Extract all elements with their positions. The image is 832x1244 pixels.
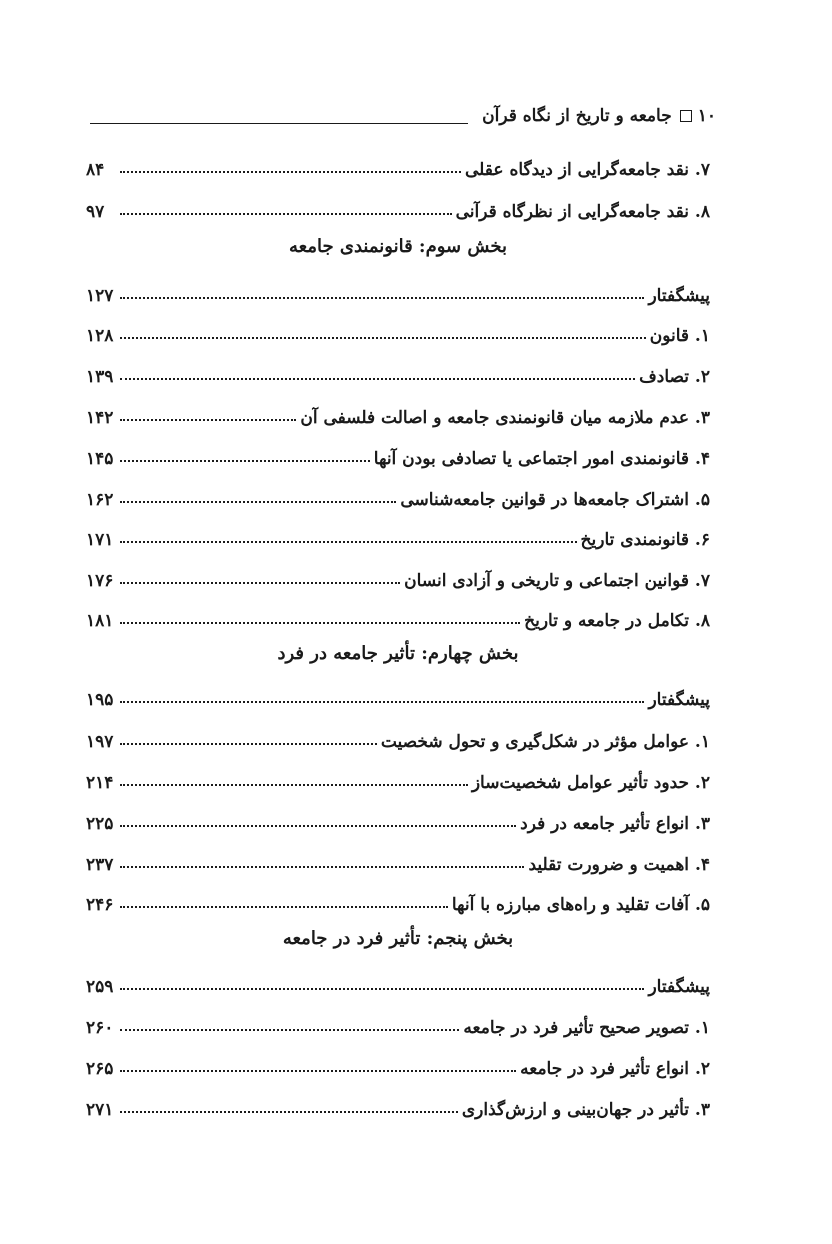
- dot-leader: [120, 501, 396, 503]
- toc-entry-title: پیشگفتار: [648, 286, 710, 306]
- header-rule: [90, 123, 468, 124]
- dot-leader: [120, 541, 577, 543]
- toc-entry[interactable]: [86, 845, 710, 875]
- toc-entry-title: ۷. قوانین اجتماعی و تاریخی و آزادی انسان: [404, 571, 710, 591]
- toc-entry[interactable]: [86, 357, 710, 387]
- dot-leader: [120, 582, 400, 584]
- toc-entry-title: پیشگفتار: [648, 977, 710, 997]
- toc-entry-page: ۱۷۱: [86, 530, 114, 550]
- section-heading: بخش چهارم: تأثیر جامعه در فرد: [277, 643, 519, 664]
- toc-entry-title: ۸. تکامل در جامعه و تاریخ: [524, 611, 710, 631]
- toc-entry[interactable]: [86, 680, 710, 710]
- toc-entry-title: ۷. نقد جامعه‌گرایی از دیدگاه عقلی: [465, 160, 710, 180]
- toc-entry[interactable]: [86, 150, 710, 180]
- toc-entry-page: ۱۸۱: [86, 611, 114, 631]
- toc-entry-title: ۳. انواع تأثیر جامعه در فرد: [520, 814, 710, 834]
- toc-entry-page: ۲۲۵: [86, 814, 114, 834]
- dot-leader: [120, 1070, 516, 1072]
- toc-entry-title: ۳. تأثیر در جهان‌بینی و ارزش‌گذاری: [461, 1100, 710, 1120]
- dot-leader: [120, 337, 646, 339]
- dot-leader: [120, 1111, 458, 1113]
- toc-entry-title: ۱. تصویر صحیح تأثیر فرد در جامعه: [463, 1018, 710, 1038]
- dot-leader: [120, 378, 635, 380]
- toc-entry[interactable]: [86, 398, 710, 428]
- toc-entry-page: ۱۴۲: [86, 408, 114, 428]
- running-header: [90, 103, 716, 129]
- header-book-title: جامعه و تاریخ از نگاه قرآن: [482, 106, 672, 126]
- toc-entry-page: ۲۷۱: [86, 1100, 114, 1120]
- toc-entry-title: ۲. تصادف: [639, 367, 710, 387]
- toc-entry[interactable]: [86, 763, 710, 793]
- dot-leader: [120, 171, 461, 173]
- toc-entry-title: ۶. قانونمندی تاریخ: [580, 530, 710, 550]
- toc-entry[interactable]: [86, 1049, 710, 1079]
- dot-leader: [120, 419, 296, 421]
- dot-leader: [120, 988, 644, 990]
- toc-entry-title: ۸. نقد جامعه‌گرایی از نظرگاه قرآنی: [455, 202, 710, 222]
- toc-entry-page: ۱۹۷: [86, 732, 114, 752]
- toc-entry[interactable]: [86, 480, 710, 510]
- toc-entry-page: ۱۶۲: [86, 490, 114, 510]
- toc-entry[interactable]: [86, 316, 710, 346]
- toc-entry-title: ۵. آفات تقلید و راه‌های مبارزه با آنها: [451, 895, 710, 915]
- toc-entry-page: ۱۲۸: [86, 326, 114, 346]
- toc-entry-page: ۲۴۶: [86, 895, 114, 915]
- toc-entry[interactable]: [86, 885, 710, 915]
- toc-entry-title: ۴. اهمیت و ضرورت تقلید: [528, 855, 710, 875]
- toc-entry[interactable]: [86, 192, 710, 222]
- dot-leader: [120, 213, 452, 215]
- toc-entry-page: ۲۶۰: [86, 1018, 114, 1038]
- dot-leader: [120, 1029, 459, 1031]
- toc-entry[interactable]: [86, 439, 710, 469]
- dot-leader: [120, 701, 644, 703]
- toc-entry-page: ۲۶۵: [86, 1059, 114, 1079]
- toc-entry-page: ۱۹۵: [86, 690, 114, 710]
- toc-entry[interactable]: [86, 561, 710, 591]
- toc-entry-page: ۱۷۶: [86, 571, 114, 591]
- dot-leader: [120, 784, 468, 786]
- toc-entry-page: ۱۴۵: [86, 449, 114, 469]
- toc-entry-page: ۱۳۹: [86, 367, 114, 387]
- toc-entry[interactable]: [86, 1090, 710, 1120]
- toc-entry-title: ۱. قانون: [649, 326, 710, 346]
- dot-leader: [120, 622, 520, 624]
- toc-entry-title: پیشگفتار: [648, 690, 710, 710]
- toc-entry[interactable]: [86, 722, 710, 752]
- square-separator-icon: [680, 110, 692, 122]
- toc-entry-title: ۲. انواع تأثیر فرد در جامعه: [520, 1059, 710, 1079]
- toc-entry-title: ۱. عوامل مؤثر در شکل‌گیری و تحول شخصیت: [380, 732, 710, 752]
- section-heading: بخش سوم: قانونمندی جامعه: [289, 236, 507, 257]
- dot-leader: [120, 460, 370, 462]
- dot-leader: [120, 297, 644, 299]
- toc-entry-page: ۲۱۴: [86, 773, 114, 793]
- dot-leader: [120, 906, 448, 908]
- dot-leader: [120, 866, 524, 868]
- toc-entry[interactable]: [86, 1008, 710, 1038]
- toc-entry-title: ۵. اشتراک جامعه‌ها در قوانین جامعه‌شناسی: [400, 490, 710, 510]
- toc-entry[interactable]: [86, 276, 710, 306]
- toc-entry-title: ۲. حدود تأثیر عوامل شخصیت‌ساز: [471, 773, 710, 793]
- toc-entry-page: ۲۳۷: [86, 855, 114, 875]
- toc-entry-page: ۸۴: [86, 160, 105, 180]
- section-heading: بخش پنجم: تأثیر فرد در جامعه: [282, 928, 514, 949]
- toc-entry-page: ۲۵۹: [86, 977, 114, 997]
- toc-entry-page: ۹۷: [86, 202, 105, 222]
- toc-entry[interactable]: [86, 804, 710, 834]
- dot-leader: [120, 825, 516, 827]
- toc-entry-title: ۳. عدم ملازمه میان قانونمندی جامعه و اصالت فلسفی آن: [300, 408, 710, 428]
- toc-entry[interactable]: [86, 601, 710, 631]
- toc-entry-title: ۴. قانونمندی امور اجتماعی یا تصادفی بودن آنها: [373, 449, 710, 469]
- toc-entry[interactable]: [86, 520, 710, 550]
- toc-entry[interactable]: [86, 967, 710, 997]
- header-page-number: ۱۰: [697, 106, 716, 126]
- dot-leader: [120, 743, 377, 745]
- toc-entry-page: ۱۲۷: [86, 286, 114, 306]
